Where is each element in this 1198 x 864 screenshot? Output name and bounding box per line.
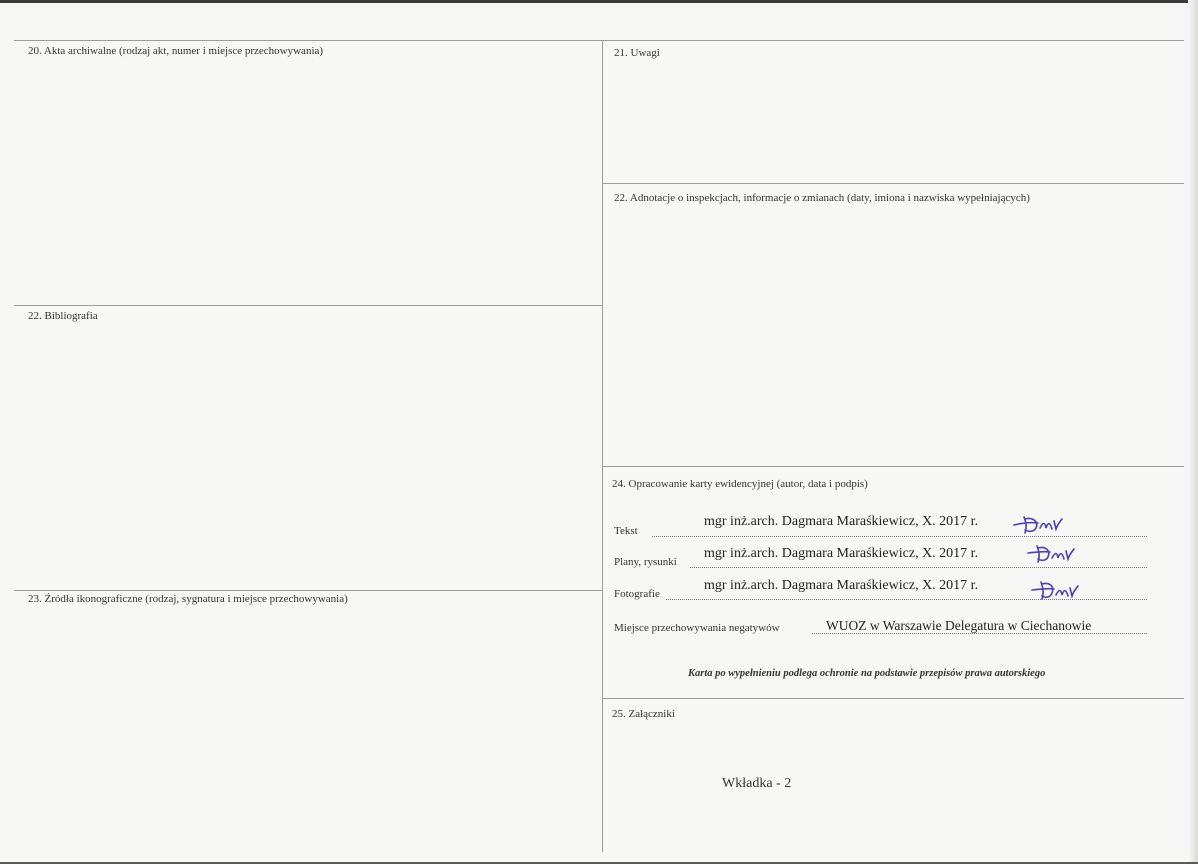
rule-right-adnotacje: [602, 183, 1184, 184]
plany-value: mgr inż.arch. Dagmara Maraśkiewicz, X. 2017 r.: [704, 546, 979, 561]
rule-left-bibliografia: [14, 305, 602, 306]
fotografie-value: mgr inż.arch. Dagmara Maraśkiewicz, X. 2017 r.: [704, 578, 979, 593]
tekst-label: Tekst: [614, 525, 638, 537]
fotografie-label: Fotografie: [614, 588, 660, 600]
scan-edge-right: [1188, 0, 1198, 864]
section-zalaczniki: 25. Załączniki: [612, 708, 675, 720]
signature-tekst: [1012, 513, 1066, 535]
center-divider: [602, 40, 603, 852]
tekst-value: mgr inż.arch. Dagmara Maraśkiewicz, X. 2017 r.: [704, 514, 979, 529]
signature-fotografie: [1030, 578, 1080, 602]
negatywy-value: WUOZ w Warszawie Delegatura w Ciechanowie: [826, 618, 1092, 633]
section-akta-archiwalne: 20. Akta archiwalne (rodzaj akt, numer i miejsce przechowywania): [28, 45, 324, 57]
plany-dotted-line: [690, 567, 1147, 568]
plany-label: Plany, rysunki: [614, 556, 677, 568]
rule-right-opracowanie: [602, 466, 1184, 467]
section-bibliografia: 22. Bibliografia: [28, 310, 98, 322]
section-uwagi: 21. Uwagi: [614, 47, 660, 59]
rule-left-zrodla: [14, 590, 602, 591]
section-opracowanie: 24. Opracowanie karty ewidencyjnej (autor, data i podpis): [612, 478, 868, 490]
top-rule: [14, 40, 1184, 41]
copyright-note: Karta po wypełnieniu podlega ochronie na podstawie przepisów prawa autorskiego: [688, 668, 1046, 679]
signature-plany: [1026, 543, 1076, 565]
insert-label: Wkładka - 2: [722, 776, 792, 791]
tekst-dotted-line: [652, 536, 1147, 537]
negatywy-label: Miejsce przechowywania negatywów: [614, 622, 780, 634]
section-adnotacje: 22. Adnotacje o inspekcjach, informacje o zmianach (daty, imiona i nazwiska wypełniających): [614, 192, 1030, 204]
scan-edge-top: [0, 0, 1198, 3]
section-zrodla-ikonograficzne: 23. Źródła ikonograficzne (rodzaj, sygnatura i miejsce przechowywania): [28, 593, 348, 605]
rule-right-zalaczniki: [602, 698, 1184, 699]
